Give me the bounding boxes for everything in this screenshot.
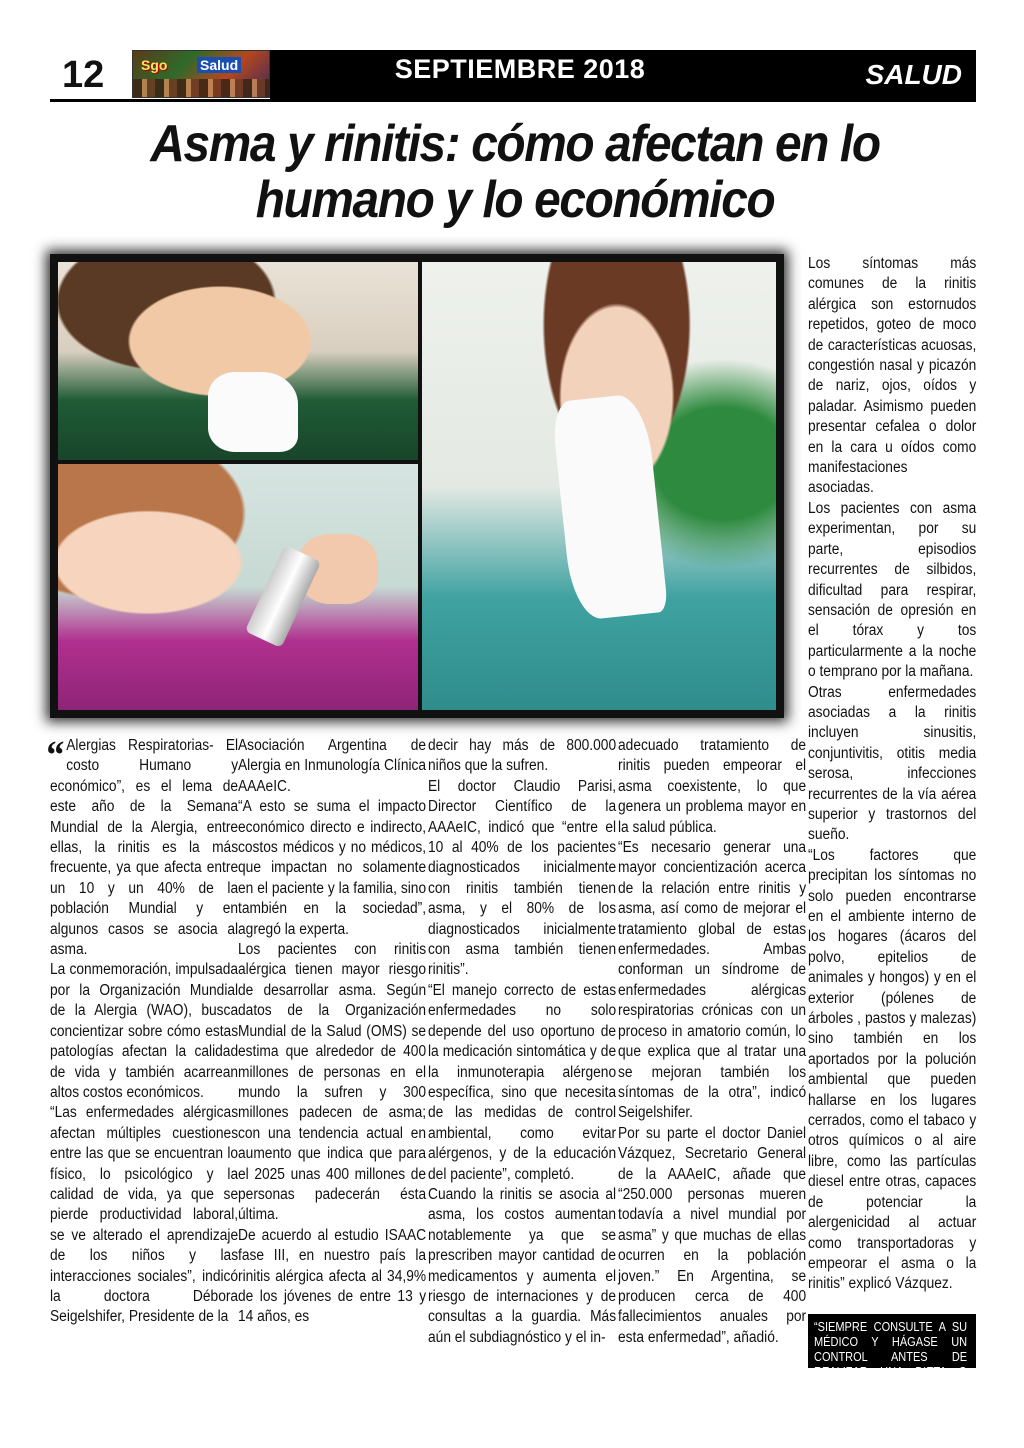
paragraph: Los pacientes con rinitis alérgica tienen mayor riesgo de desarrollar asma. Según datos de la Organización Mundial de la Salud (OMS) se estima que alrededor de 400 millones de personas en el mundo la sufren y 300 millones padecen de asma; con una tendencia actual en aumento que indica que para el 2025 unas 400 millones de personas padecerán ésta última. — [238, 941, 427, 1224]
paragraph: Los síntomas más comunes de la rinitis alérgica son estornudos repetidos, goteo de moco de características acuosas, congestión nasal y picazón de nariz, ojos, oídos y paladar. Asimismo pueden presentar cefalea o dolor en la cara u oídos como manifestaciones asociadas. — [808, 255, 977, 497]
article-column-4 — [618, 736, 806, 1348]
paragraph: adecuado tratamiento de rinitis pueden empeorar el asma coexistente, lo que genera un problema mayor en la salud pública. — [618, 737, 807, 836]
article-column-1 — [46, 732, 239, 1328]
paragraph: “Es necesario generar una mayor concientización acerca de la relación entre rinitis y asma, así como de mejorar el tratamiento global de estas enfermedades. Ambas conforman un síndrome de enfermedades alérgicas respiratorias crónicas con un proceso in amatorio común, lo que explica que al tratar una se mejoran también los síntomas de la otra”, indicó Seigelshifer. — [618, 839, 807, 1122]
paragraph: “El manejo correcto de estas enfermedades no solo depende del uso oportuno de la medicación sintomática y de la inmunoterapia alérgeno específica, sino que necesita de las medidas de control ambiental, como evitar alérgenos, y de la educación del paciente”, completó. — [428, 981, 617, 1183]
photo-woman-with-tissue — [422, 262, 776, 710]
header-rule — [50, 99, 976, 102]
photo-girl-with-inhaler — [58, 464, 418, 710]
paragraph: “A esto se suma el impacto económico directo e indirecto, costos médicos y no médicos, que impactan no solamente en el paciente y la familia, sino también en la sociedad”, agregó la experta. — [238, 798, 427, 938]
article-headline: Asma y rinitis: cómo afectan en lo humano y lo económico — [150, 115, 880, 230]
logo-text-right: Salud — [197, 57, 241, 73]
health-advisory-box — [808, 1314, 976, 1394]
paragraph: La conmemoración, impulsada por la Organización Mundial de la Alergia (WAO), busca concientizar sobre cómo estas patologías afectan la calidad de vida y también acarrean altos costos económicos. — [50, 961, 239, 1101]
paragraph: “Los factores que precipitan los síntomas no solo pueden encontrarse en el ambiente interno de los hogares (ácaros del polvo, epitelios de animales y hongos) y en el exterior (pólenes de árboles , pastos y malezas) sino también en los aportados por la polución ambiental que pueden hallarse en los lugares cerrados, como el tabaco y otros químicos o al aire libre, como las partículas diesel entre otras, capaces de potenciar la alergenicidad al actuar como transportadoras y empeorar el asma o la rinitis” explicó Vázquez. — [808, 846, 977, 1293]
article-column-3 — [428, 736, 616, 1348]
article-column-2 — [238, 736, 426, 1328]
paragraph: El doctor Claudio Parisi, Director Científico de la AAAeIC, indicó que “entre el 10 al 40% de los pacientes diagnosticados inicialmente con rinitis también tienen asma, y el 80% de los diagnosticados inicialmente con asma también tienen rinitis”. — [428, 777, 617, 979]
paragraph: De acuerdo al estudio ISAAC fase III, en nuestro país la rinitis alérgica afecta al 34,9% de los jóvenes de entre 13 y 14 años, es — [238, 1226, 427, 1326]
opening-quote-mark: “ — [46, 732, 65, 777]
health-advisory-text: “SIEMPRE CONSULTE A SU MÉDICO Y HÁGASE UN CONTROL ANTES DE REALIZAR UNA DIETA O ACTIVIDAD FÍSICA” — [814, 1320, 968, 1394]
logo-people-graphic — [133, 79, 269, 97]
issue-date: SEPTIEMBRE 2018 — [394, 54, 646, 84]
paragraph: Otras enfermedades asociadas a la rinitis incluyen sinusitis, conjuntivitis, otitis media serosa, infecciones recurrentes de la vía aérea superior y trastornos del sueño. — [808, 683, 977, 844]
publication-logo — [132, 50, 270, 98]
logo-text-left: Sgo — [141, 57, 168, 73]
section-name: SALUD — [865, 59, 962, 90]
page-number: 12 — [62, 54, 105, 96]
paragraph: Asociación Argentina de Alergia en Inmunología Clínica AAAeIC. — [238, 737, 427, 795]
paragraph: “Las enfermedades alérgicas afectan múltiples cuestiones entre las que se encuentran lo físico, lo psicológico y la calidad de vida, ya que se pierde productividad laboral, se ve alterado el aprendizaje de los niños y las interacciones sociales”, indicó la doctora Débora Seigelshifer, Presidente de la — [50, 1104, 239, 1326]
photo-boy-blowing-nose — [58, 262, 418, 460]
paragraph: Alergias Respiratorias- El costo Humano y económico”, es el lema de este año de la Semana Mundial de la Alergia, entre ellas, la rinitis es la más frecuente, ya que afecta entre un 10 y un 40% de la población Mundial y en algunos casos se asocia al asma. — [50, 737, 239, 959]
article-column-5 — [808, 254, 976, 1295]
paragraph: Por su parte el doctor Daniel Vázquez, Secretario General de la AAAeIC, añade que “250.000 personas mueren todavía a nivel mundial por asma” y que muchas de ellas ocurren en la población joven.” En Argentina, se producen cerca de 400 fallecimientos anuales por esta enfermedad”, añadió. — [618, 1124, 807, 1346]
paragraph: Los pacientes con asma experimentan, por su parte, episodios recurrentes de silbidos, dificultad para respirar, sensación de opresión en el tórax y tos particularmente a la noche o temprano por la mañana. — [808, 499, 977, 681]
paragraph: decir hay más de 800.000 niños que la sufren. — [428, 737, 617, 775]
paragraph: Cuando la rinitis se asocia al asma, los costos aumentan notablemente ya que se prescriben mayor cantidad de medicamentos y aumenta el riesgo de internaciones y de consultas a la guardia. Más aún el subdiagnóstico y el in- — [428, 1185, 617, 1346]
header-bar — [270, 50, 976, 100]
article-photo-collage — [50, 254, 784, 718]
